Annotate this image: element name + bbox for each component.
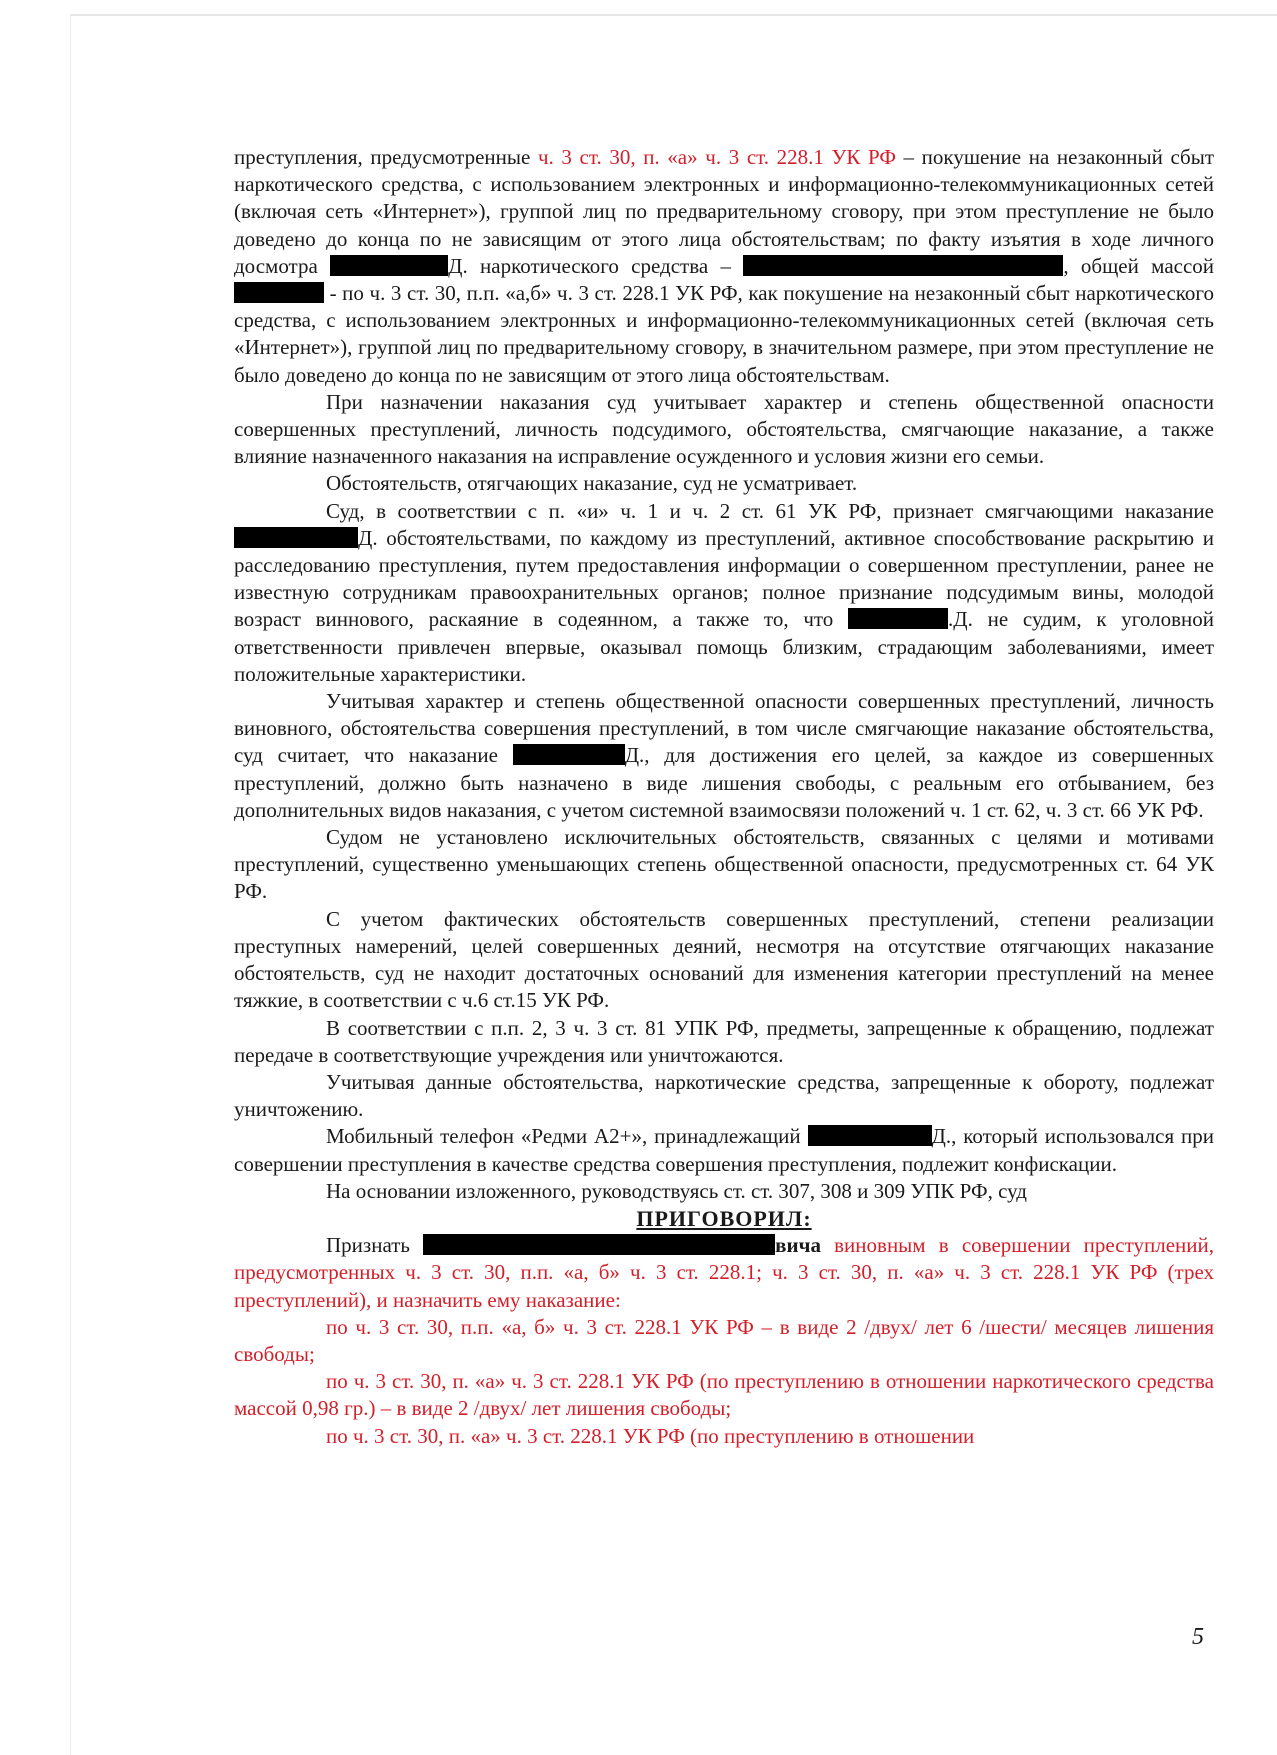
paragraph-sentencing-factors: При назначении наказания суд учитывает характер и степень общественной опасности совершенных преступлений, личность подсудимого, обстоятельства, смягчающие наказание, а также влияние назначенного наказания на исправление осужденного и условия жизни его семьи. <box>234 389 1214 469</box>
text-segment: Признать <box>326 1233 424 1258</box>
text-segment: – покушение на незаконный сбыт наркотического средства, с использованием электронных и информационно-телекоммуникационных сетей (включая сеть «Интернет»), группой лиц по предварительному сговору, при этом преступление не было доведено до конца по не зависящим от этого лица обстоятельствам; по факту изъятия в ходе личного досмотра <box>234 145 1214 278</box>
paragraph-charges <box>234 144 1214 389</box>
paragraph-aggravating: Обстоятельств, отягчающих наказание, суд не усматривает. <box>326 471 858 496</box>
scan-edge-top <box>70 14 1277 16</box>
paragraph-grounds: На основании изложенного, руководствуясь ст. ст. 307, 308 и 309 УПК РФ, суд <box>326 1178 1027 1203</box>
verdict-text: виновным в совершении преступлений, предусмотренных ч. 3 ст. 30, п.п. «а, б» ч. 3 ст. 228.1; ч. 3 ст. 30, п. «а» ч. 3 ст. 228.1 УК РФ (трех преступлений), и назначить ему наказание: <box>234 1233 1214 1312</box>
paragraph-mitigating <box>234 498 1214 688</box>
highlighted-article: ч. 3 ст. 30, п. «а» ч. 3 ст. 228.1 УК РФ <box>537 145 896 169</box>
paragraph-category: С учетом фактических обстоятельств совершенных преступлений, степени реализации преступных намерений, целей совершенных деяний, несмотря на отсутствие отягчающих наказание обстоятельств, суд не находит достаточных оснований для изменения категории преступлений на менее тяжкие, в соответствии с ч.6 ст.15 УК РФ. <box>234 906 1214 1013</box>
paragraph-exceptional: Судом не установлено исключительных обстоятельств, связанных с целями и мотивами преступлений, существенно уменьшающих степень общественной опасности, предусмотренных ст. 64 УК РФ. <box>234 825 1214 904</box>
redaction-bar <box>234 527 358 548</box>
text-segment: .Д. не судим, к уголовной ответственности привлечен впервые, оказывал помощь близким, страдающим заболеваниями, имеет положительные характеристики. <box>234 607 1214 686</box>
verdict-paragraph <box>234 1232 1214 1314</box>
paragraph-confiscation <box>234 1123 1214 1177</box>
text-segment: - по ч. 3 ст. 30, п.п. «а,б» ч. 3 ст. 228.1 УК РФ, как покушение на незаконный сбыт наркотического средства, с использованием электронных и информационно-телекоммуникационных сетей (включая сеть «Интернет»), группой лиц по предварительному сговору, в значительном размере, при этом преступление не было доведено до конца по не зависящим от этого лица обстоятельствам. <box>234 281 1214 387</box>
name-suffix: вича <box>775 1233 821 1258</box>
paragraph-punishment-type <box>234 688 1214 824</box>
verdict-heading: ПРИГОВОРИЛ: <box>636 1205 812 1231</box>
redaction-bar <box>848 608 948 629</box>
text-segment: Суд, в соответствии с п. «и» ч. 1 и ч. 2 ст. 61 УК РФ, признает смягчающими наказание <box>326 498 1214 523</box>
redaction-bar <box>423 1234 775 1255</box>
text-segment: Д., для достижения его целей, за каждое из совершенных преступлений, должно быть назначено в виде лишения свободы, с реальным его отбыванием, без дополнительных видов наказания, с учетом системной взаимосвязи положений ч. 1 ст. 62, ч. 3 ст. 66 УК РФ. <box>234 743 1214 822</box>
text-segment: Мобильный телефон «Редми А2+», принадлежащий <box>326 1124 808 1149</box>
sentence-item-2: по ч. 3 ст. 30, п. «а» ч. 3 ст. 228.1 УК РФ (по преступлению в отношении наркотического средства массой 0,98 гр.) – в виде 2 /двух/ лет лишения свободы; <box>234 1369 1214 1421</box>
page-number: 5 <box>1192 1624 1204 1650</box>
scan-edge-left <box>70 14 71 1755</box>
text-segment: Д. наркотического средства – <box>448 253 744 278</box>
paragraph-evidence: В соответствии с п.п. 2, 3 ч. 3 ст. 81 УПК РФ, предметы, запрещенные к обращению, подлежат передаче в соответствующие учреждения или уничтожаются. <box>234 1015 1214 1067</box>
text-segment: Учитывая характер и степень общественной опасности совершенных преступлений, личность виновного, обстоятельства совершения преступлений, в том числе смягчающие наказание обстоятельства, суд считает, что наказание <box>234 689 1214 768</box>
sentence-item-1: по ч. 3 ст. 30, п.п. «а, б» ч. 3 ст. 228.1 УК РФ – в виде 2 /двух/ лет 6 /шести/ месяцев лишения свободы; <box>234 1314 1214 1366</box>
text-segment: преступления, предусмотренные <box>234 145 538 169</box>
document-body <box>234 144 1214 1450</box>
text-segment: Д., который использовался при совершении преступления в качестве средства совершения преступления, подлежит конфискации. <box>234 1124 1214 1176</box>
paragraph-destruction: Учитывая данные обстоятельства, наркотические средства, запрещенные к обороту, подлежат уничтожению. <box>234 1069 1214 1122</box>
sentence-item-3: по ч. 3 ст. 30, п. «а» ч. 3 ст. 228.1 УК РФ (по преступлению в отношении <box>326 1423 975 1448</box>
redaction-bar <box>234 282 324 303</box>
text-segment: , общей массой <box>1063 253 1215 278</box>
text-segment: Д. обстоятельствами, по каждому из преступлений, активное способствование раскрытию и расследованию преступления, путем предоставления информации о совершенном преступлении, ранее не известную сотрудникам правоохранительных органов; полное признание подсудимым вины, молодой возраст виннового, раскаяние в содеянном, а также то, что <box>234 525 1214 632</box>
redaction-bar <box>513 744 625 765</box>
redaction-bar <box>808 1125 932 1146</box>
redaction-bar <box>330 255 448 276</box>
redaction-bar <box>743 255 1063 276</box>
